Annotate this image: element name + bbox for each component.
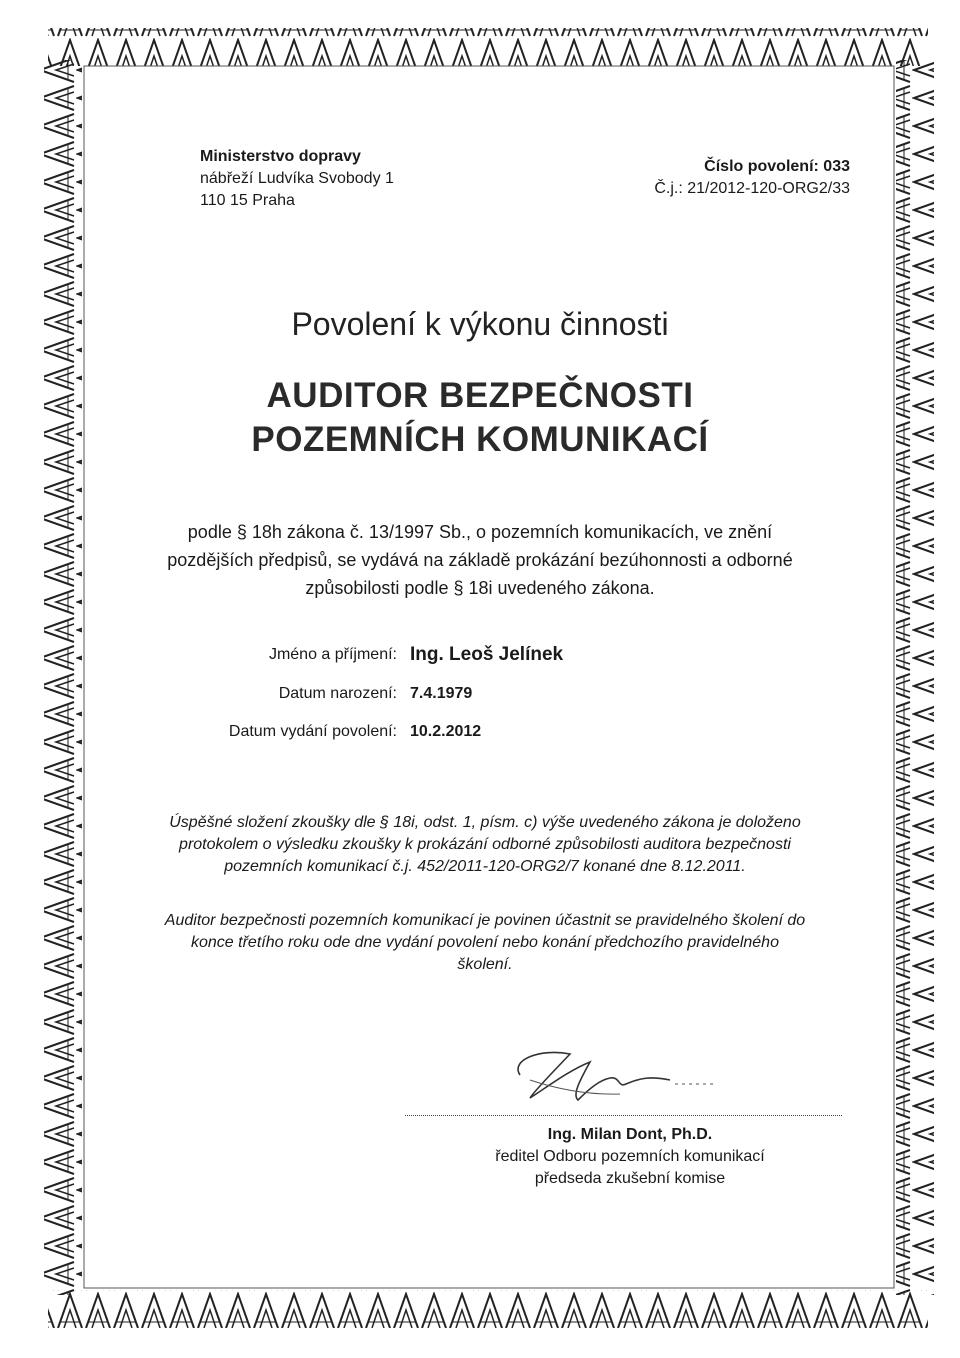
exam-note-line1: Úspěšné složení zkoušky dle § 18i, odst. 1, písm. c) výše uvedeného zákona je doloženo xyxy=(169,814,801,831)
headline-line2: POZEMNÍCH KOMUNIKACÍ xyxy=(251,420,709,459)
issuer-city: 110 15 Praha xyxy=(200,192,295,209)
issue-value: 10.2.2012 xyxy=(410,723,482,740)
exam-note-line3: pozemních komunikací č.j. 452/2011-120-ORG2/7 konané dne 8.12.2011. xyxy=(224,858,746,875)
exam-note xyxy=(115,812,855,878)
issuer-street: nábřeží Ludvíka Svobody 1 xyxy=(200,170,394,187)
name-value: Ing. Leoš Jelínek xyxy=(410,644,564,665)
permit-number-value: 033 xyxy=(823,158,850,175)
birth-value: 7.4.1979 xyxy=(410,685,473,702)
signer-role1: ředitel Odboru pozemních komunikací xyxy=(495,1148,765,1165)
headline-line1: AUDITOR BEZPEČNOSTI xyxy=(266,376,694,415)
name-label: Jméno a příjmení: xyxy=(268,646,397,663)
training-note-line2: konce třetího roku ode dne vydání povolení nebo konání předchozího pravidelného xyxy=(191,934,779,951)
birth-label: Datum narození: xyxy=(278,685,397,702)
permit-ref-value: 21/2012-120-ORG2/33 xyxy=(687,180,850,197)
headline xyxy=(0,374,960,462)
issuer-name: Ministerstvo dopravy xyxy=(200,148,361,165)
training-note-line3: školení. xyxy=(457,956,513,973)
training-note xyxy=(115,910,855,976)
signer-block xyxy=(430,1124,830,1190)
issue-label: Datum vydání povolení: xyxy=(228,723,397,740)
legal-basis xyxy=(130,518,830,602)
permit-ref-label: Č.j.: xyxy=(654,180,683,197)
legal-basis-line3: způsobilosti podle § 18i uvedeného zákona. xyxy=(305,578,655,598)
signer-name: Ing. Milan Dont, Ph.D. xyxy=(547,1126,713,1143)
issuer-block xyxy=(200,146,394,212)
exam-note-line2: protokolem o výsledku zkoušky k prokázání odborné způsobilosti auditora bezpečnosti xyxy=(179,836,791,853)
signature-line xyxy=(405,1115,842,1116)
permit-number xyxy=(654,156,850,178)
permit-block xyxy=(654,156,850,200)
signer-role2: předseda zkušební komise xyxy=(534,1170,726,1187)
permit-ref xyxy=(654,178,850,200)
document-title: Povolení k výkonu činnosti xyxy=(291,306,669,342)
signature-image xyxy=(500,1040,740,1110)
training-note-line1: Auditor bezpečnosti pozemních komunikací je povinen účastnit se pravidelného školení do xyxy=(164,912,806,929)
legal-basis-line1: podle § 18h zákona č. 13/1997 Sb., o pozemních komunikacích, ve znění xyxy=(187,522,773,542)
legal-basis-line2: pozdějších předpisů, se vydává na základě prokázání bezúhonnosti a odborné xyxy=(167,550,793,570)
permit-number-label: Číslo povolení: xyxy=(704,158,819,175)
